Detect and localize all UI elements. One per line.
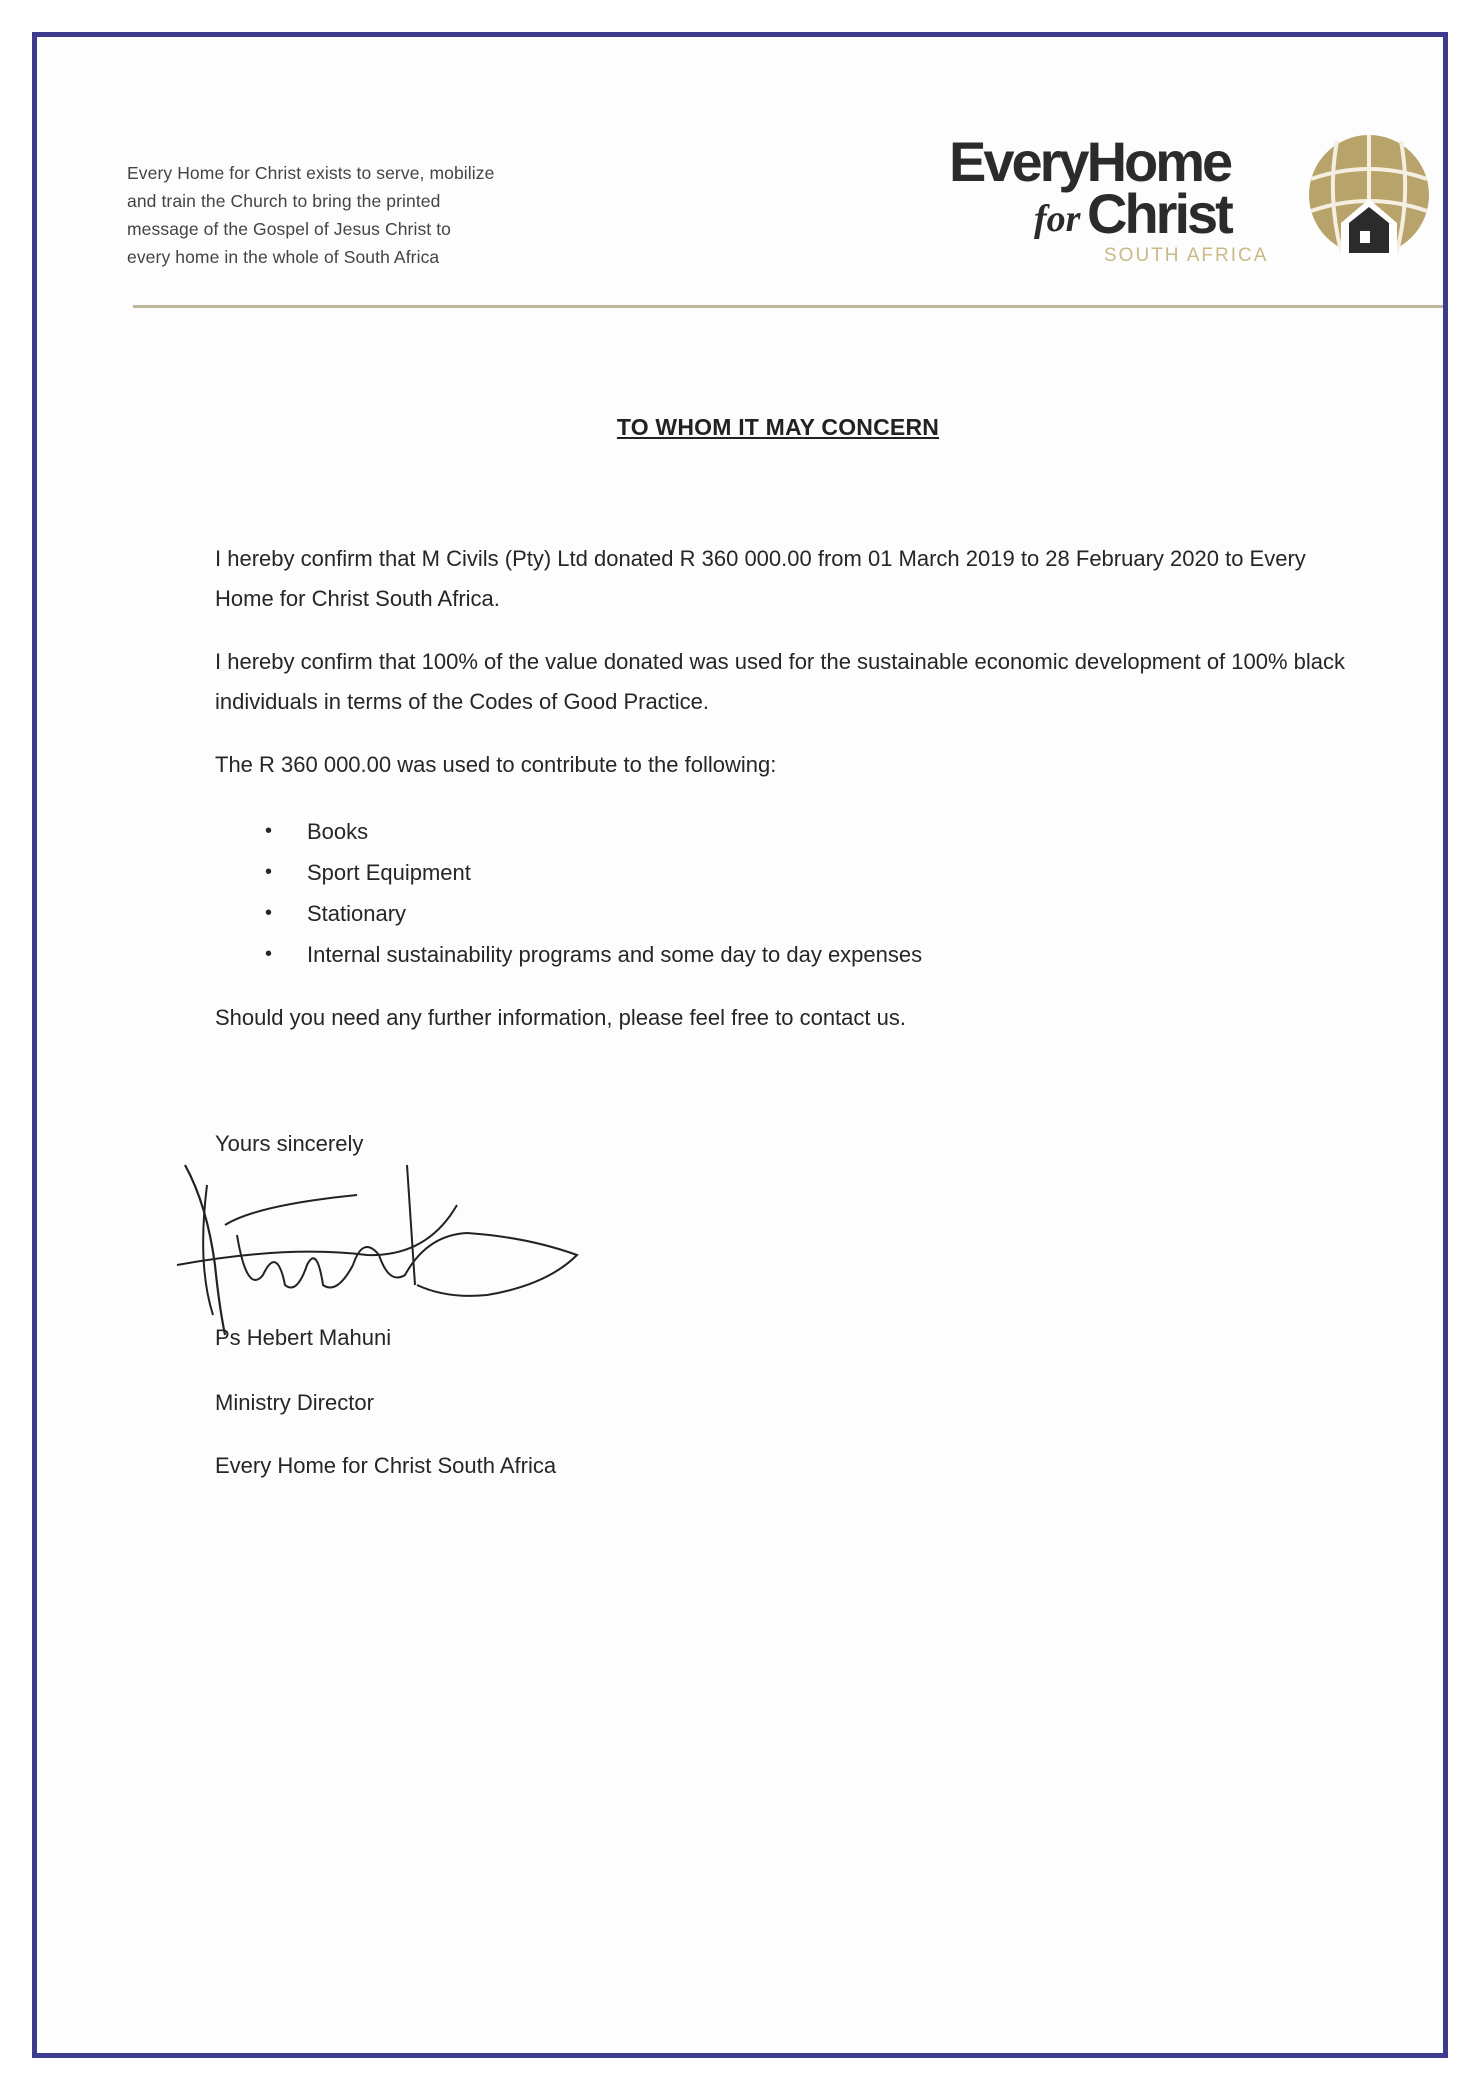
list-item <box>265 893 922 934</box>
logo-text-for: for <box>1034 198 1081 240</box>
signatory-title: Ministry Director <box>215 1390 374 1415</box>
closing-salutation: Yours sincerely <box>215 1131 364 1156</box>
document-frame <box>32 32 1448 2058</box>
list-item-label: Internal sustainability programs and some day to day expenses <box>307 942 923 967</box>
header-divider <box>133 305 1443 308</box>
list-item <box>265 852 922 893</box>
list-item <box>265 811 922 852</box>
bullet-icon: • <box>265 861 273 883</box>
globe-house-icon <box>1309 135 1429 257</box>
organization-tagline: Every Home for Christ exists to serve, mobilize and train the Church to bring the printed message of the Gospel of Jesus Christ to every home in the whole of South Africa <box>127 163 495 267</box>
bullet-icon: • <box>265 902 273 924</box>
paragraph-value-usage: I hereby confirm that 100% of the value donated was used for the sustainable economic development of 100% black individuals in terms of the Codes of Good Practice. <box>215 649 1346 714</box>
list-item-label: Books <box>307 819 369 844</box>
bullet-icon: • <box>265 820 273 842</box>
everyhome-for-christ-logo <box>937 119 1437 279</box>
paragraph-contact: Should you need any further information, please feel free to contact us. <box>215 1005 906 1030</box>
handwritten-signature <box>167 1145 587 1345</box>
contribution-list <box>265 811 922 975</box>
list-item-label: Stationary <box>307 901 407 926</box>
list-item-label: Sport Equipment <box>307 860 471 885</box>
paragraph-contribution-intro: The R 360 000.00 was used to contribute to the following: <box>215 752 777 777</box>
logo-text-everyhome: EveryHome <box>949 130 1231 193</box>
paragraph-donation-confirmation: I hereby confirm that M Civils (Pty) Ltd donated R 360 000.00 from 01 March 2019 to 28 February 2020 to Every Home for Christ South Africa. <box>215 546 1306 611</box>
signatory-organization: Every Home for Christ South Africa <box>215 1453 557 1478</box>
logo-text-christ: Christ <box>1087 182 1231 245</box>
list-item <box>265 934 922 975</box>
signatory-name: Ps Hebert Mahuni <box>215 1325 392 1350</box>
logo-text-south-africa: SOUTH AFRICA <box>1104 245 1269 266</box>
letter-heading: TO WHOM IT MAY CONCERN <box>616 414 940 440</box>
bullet-icon: • <box>265 943 273 965</box>
